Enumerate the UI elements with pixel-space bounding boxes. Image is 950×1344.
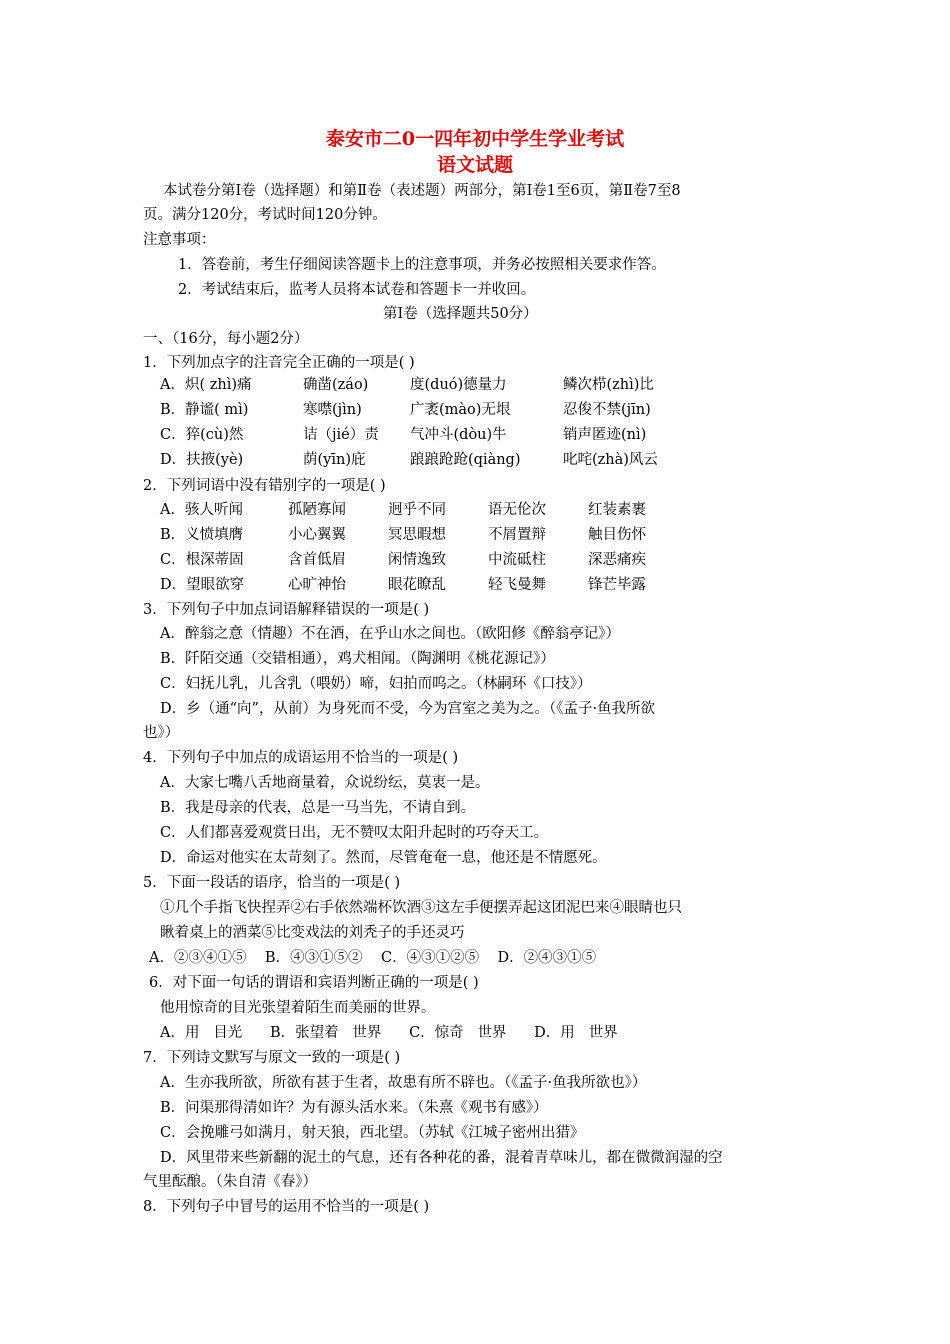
- part-heading: 第Ⅰ卷（选择题共50分）: [383, 306, 538, 322]
- option-line: D．乡（通“向”，从前）为身死而不受，今为宫室之美为之。（《孟子·鱼我所欲: [160, 701, 656, 717]
- option-line: B．阡陌交通（交错相通），鸡犬相闻。（陶渊明《桃花源记》）: [160, 651, 555, 667]
- option-cell: A．骇人听闻: [160, 502, 243, 518]
- passage-line: 他用惊奇的目光张望着陌生而美丽的世界。: [160, 1000, 436, 1016]
- notice-item: 2．考试结束后，监考人员将本试卷和答题卡一并收回。: [178, 282, 536, 298]
- option-cell: 闲情逸致: [388, 552, 446, 568]
- option-cell: 荫(yīn)庇: [303, 452, 366, 468]
- option-cell: 轻飞曼舞: [488, 577, 546, 593]
- option-row: [160, 525, 646, 545]
- option-line: D．命运对他实在太苛刻了。然而，尽管奄奄一息，他还是不情愿死。: [160, 850, 607, 866]
- option-cell: 鳞次栉(zhì)比: [563, 377, 654, 393]
- option-cell: 气冲斗(dòu)牛: [410, 427, 507, 443]
- option-row: [160, 425, 646, 445]
- option-cell: 眼花瞭乱: [388, 577, 446, 593]
- question-stem: 2．下列词语中没有错别字的一项是( ): [143, 478, 386, 494]
- section-heading: 一、（16分，每小题2分）: [143, 331, 309, 347]
- option-row: [160, 550, 646, 570]
- notice-label: 注意事项：: [143, 232, 216, 248]
- option-cell: 踉踉跄跄(qiàng): [410, 452, 521, 468]
- option-line: C．妇抚儿乳，儿含乳（喂奶）啼，妇拍而呜之。（林嗣环《口技》）: [160, 676, 592, 692]
- option-cell: C．猝(cù)然: [160, 427, 244, 443]
- question-stem: 1．下列加点字的注音完全正确的一项是( ): [143, 355, 415, 371]
- option-line: C．会挽雕弓如满月，射天狼，西北望。（苏轼《江城子密州出猎》: [160, 1125, 585, 1141]
- option-line: C．人们都喜爱观赏日出，无不赞叹太阳升起时的巧夺天工。: [160, 825, 549, 841]
- option-cell: 度(duó)德量力: [410, 377, 507, 393]
- question-stem: 7．下列诗文默写与原文一致的一项是( ): [143, 1050, 401, 1066]
- option-line: A．生亦我所欲，所欲有甚于生者，故患有所不辟也。（《孟子·鱼我所欲也》）: [160, 1075, 647, 1091]
- option-cell: 语无伦次: [488, 502, 546, 518]
- option-cell: B．静谧( mì): [160, 402, 249, 418]
- option-row: [160, 375, 654, 395]
- option-line: B．我是母亲的代表，总是一马当先，不请自到。: [160, 800, 476, 816]
- question-stem: 8．下列句子中冒号的运用不恰当的一项是( ): [143, 1199, 430, 1215]
- question-stem: 5．下面一段话的语序，恰当的一项是( ): [143, 875, 401, 891]
- option-cell: 深恶痛疾: [588, 552, 646, 568]
- option-row: [160, 575, 646, 595]
- option-cell: A．炽( zhì)痛: [160, 377, 252, 393]
- option-cell: 触目伤怀: [588, 527, 646, 543]
- option-cell: 寒噤(jìn): [303, 402, 362, 418]
- option-cell: 叱咤(zhà)风云: [563, 452, 658, 468]
- intro-line: 页。满分120分，考试时间120分钟。: [143, 207, 387, 223]
- option-cell: 含首低眉: [288, 552, 346, 568]
- option-cell: 忍俊不禁(jīn): [563, 402, 651, 418]
- option-line: D．风里带来些新翻的泥土的气息，还有各种花的番，混着青草味儿，都在微微润湿的空: [160, 1150, 723, 1166]
- option-cell: 中流砥柱: [488, 552, 546, 568]
- option-cell: 心旷神怡: [288, 577, 346, 593]
- option-cell: 不屑置辩: [488, 527, 546, 543]
- option-cell: 红装素裹: [588, 502, 646, 518]
- option-cell: D．望眼欲穿: [160, 577, 245, 593]
- exam-subtitle: 语文试题: [436, 154, 513, 176]
- question-stem: 6．对下面一句话的谓语和宾语判断正确的一项是( ): [149, 975, 479, 991]
- option-cell: 锋芒毕露: [588, 577, 646, 593]
- option-line: A．大家七嘴八舌地商量着，众说纷纭，莫衷一是。: [160, 775, 490, 791]
- option-line: A．②③④①⑤ B．④③①⑤② C．④③①②⑤ D．②④③①⑤: [149, 950, 597, 966]
- exam-title: 泰安市二0一四年初中学生学业考试: [325, 128, 625, 150]
- passage-line: 瞅着桌上的酒菜⑤比变戏法的刘秃子的手还灵巧: [160, 925, 465, 941]
- option-cell: 销声匿迹(nì): [563, 427, 647, 443]
- option-line: A．醉翁之意（情趣）不在酒，在乎山水之间也。（欧阳修《醉翁亭记》）: [160, 626, 620, 642]
- option-cell: B．义愤填膺: [160, 527, 244, 543]
- option-cell: D．扶掖(yè): [160, 452, 244, 468]
- option-line: 也》）: [143, 725, 180, 741]
- option-line: 气里酝酿。（朱自清《春》）: [143, 1174, 317, 1190]
- option-cell: 孤陋寡闻: [288, 502, 346, 518]
- passage-line: ①几个手指飞快捏弄②右手依然端杯饮酒③这左手便摆弄起这团泥巴来④眼睛也只: [160, 900, 682, 916]
- notice-item: 1．答卷前，考生仔细阅读答题卡上的注意事项，并务必按照相关要求作答。: [178, 257, 666, 273]
- question-stem: 3．下列句子中加点词语解释错误的一项是( ): [143, 602, 430, 618]
- option-cell: 诘（jié）责: [303, 427, 379, 443]
- option-cell: 迥乎不同: [388, 502, 446, 518]
- option-row: [160, 400, 651, 420]
- intro-line: 本试卷分第Ⅰ卷（选择题）和第Ⅱ卷（表述题）两部分，第Ⅰ卷1至6页，第Ⅱ卷7至8: [163, 183, 681, 199]
- option-line: A．用 目光 B．张望着 世界 C．惊奇 世界 D．用 世界: [160, 1025, 618, 1041]
- option-cell: 确凿(záo): [303, 377, 369, 393]
- option-row: [160, 500, 646, 520]
- option-row: [160, 450, 658, 470]
- option-cell: 小心翼翼: [288, 527, 346, 543]
- question-stem: 4．下列句子中加点的成语运用不恰当的一项是( ): [143, 750, 459, 766]
- option-cell: C．根深蒂固: [160, 552, 244, 568]
- option-cell: 冥思暇想: [388, 527, 446, 543]
- option-line: B．问渠那得清如许？为有源头活水来。（朱熹《观书有感》）: [160, 1100, 548, 1116]
- option-cell: 广袤(mào)无垠: [410, 402, 511, 418]
